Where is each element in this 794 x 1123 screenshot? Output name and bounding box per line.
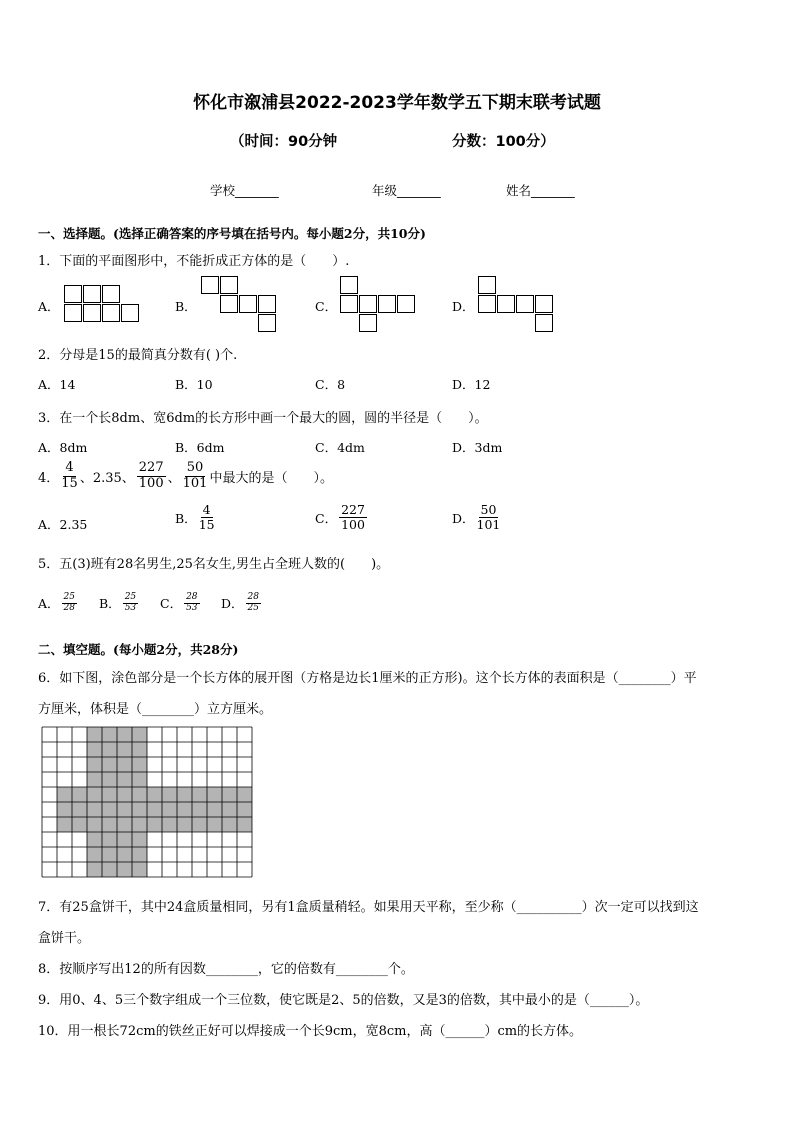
q4-number: 4． bbox=[38, 470, 60, 486]
shaded-cell bbox=[117, 727, 132, 742]
shaded-cell bbox=[117, 757, 132, 772]
shaded-cell bbox=[147, 787, 162, 802]
shaded-cell bbox=[87, 772, 102, 787]
q3-option-d: D．3dm bbox=[452, 440, 503, 455]
shaded-cell bbox=[132, 817, 147, 832]
shaded-cell bbox=[162, 817, 177, 832]
shaded-cell bbox=[87, 742, 102, 757]
q4-text bbox=[38, 461, 333, 492]
shaded-cell bbox=[177, 787, 192, 802]
shaded-cell bbox=[222, 817, 237, 832]
page-title: 怀化市溆浦县2022-2023学年数学五下期末联考试题 bbox=[193, 93, 601, 113]
q4-separator-1: 、2.35、 bbox=[79, 470, 135, 486]
shaded-cell bbox=[117, 817, 132, 832]
q6-text-line1: 6．如下图，涂色部分是一个长方体的展开图（方格是边长1厘米的正方形)。这个长方体的表面积是（________）平 bbox=[38, 671, 697, 686]
name-field: 姓名_______ bbox=[506, 183, 575, 198]
q9-text: 9．用0、4、5三个数字组成一个三位数，使它既是2、5的倍数，又是3的倍数，其中最小的是（______）。 bbox=[38, 993, 649, 1008]
q5-text: 5．五(3)班有28名男生,25名女生,男生占全班人数的( )。 bbox=[38, 557, 390, 572]
shaded-cell bbox=[222, 802, 237, 817]
shaded-cell bbox=[237, 802, 252, 817]
shaded-cell bbox=[132, 862, 147, 877]
shaded-cell bbox=[102, 802, 117, 817]
shaded-cell bbox=[132, 757, 147, 772]
shaded-cell bbox=[162, 802, 177, 817]
shaded-cell bbox=[237, 787, 252, 802]
shaded-cell bbox=[177, 802, 192, 817]
shaded-cell bbox=[117, 862, 132, 877]
shaded-cell bbox=[102, 847, 117, 862]
shaded-cell bbox=[57, 817, 72, 832]
q10-text: 10．用一根长72cm的铁丝正好可以焊接成一个长9cm，宽8cm，高（______）cm的长方体。 bbox=[38, 1024, 583, 1039]
shaded-cell bbox=[72, 802, 87, 817]
shaded-cell bbox=[237, 817, 252, 832]
q8-text: 8．按顺序写出12的所有因数________，它的倍数有________个。 bbox=[38, 962, 414, 977]
q6-text-line2: 方厘米，体积是（________）立方厘米。 bbox=[38, 702, 273, 717]
q2-option-d: D．12 bbox=[452, 377, 491, 392]
shaded-cell bbox=[162, 787, 177, 802]
shaded-cell bbox=[72, 787, 87, 802]
shaded-cell bbox=[87, 802, 102, 817]
q6-grid-figure bbox=[41, 726, 253, 878]
q4-option-b: B． $\frac{4}{15}$ bbox=[175, 502, 215, 533]
shaded-cell bbox=[132, 742, 147, 757]
shaded-cell bbox=[207, 787, 222, 802]
shaded-cell bbox=[132, 832, 147, 847]
shaded-cell bbox=[132, 847, 147, 862]
q5-option-a: A． $\frac{25}{28}$ bbox=[38, 592, 75, 613]
q3-option-a: A．8dm bbox=[38, 440, 88, 455]
q5-option-c: C． $\frac{28}{53}$ bbox=[160, 592, 198, 613]
shaded-cell bbox=[117, 802, 132, 817]
shaded-cell bbox=[72, 817, 87, 832]
shaded-cell bbox=[117, 832, 132, 847]
shaded-cell bbox=[102, 727, 117, 742]
shaded-cell bbox=[117, 772, 132, 787]
shaded-cell bbox=[102, 742, 117, 757]
q2-option-b: B．10 bbox=[175, 377, 213, 392]
q7-text-line2: 盒饼干。 bbox=[38, 931, 91, 946]
q4-option-c: C． $\frac{227}{100}$ bbox=[315, 502, 365, 533]
shaded-cell bbox=[132, 802, 147, 817]
q2-option-a: A．14 bbox=[38, 377, 76, 392]
shaded-cell bbox=[87, 847, 102, 862]
q3-option-c: C．4dm bbox=[315, 440, 365, 455]
shaded-cell bbox=[102, 862, 117, 877]
shaded-cell bbox=[147, 802, 162, 817]
q1-option-c: C． bbox=[315, 299, 338, 314]
shaded-cell bbox=[57, 787, 72, 802]
shaded-cell bbox=[87, 727, 102, 742]
q2-option-c: C．8 bbox=[315, 377, 346, 392]
exam-time: （时间：90分钟 bbox=[230, 134, 338, 150]
shaded-cell bbox=[207, 802, 222, 817]
shaded-cell bbox=[87, 817, 102, 832]
shaded-cell bbox=[132, 772, 147, 787]
q4-fraction-3: $\frac{50}{101}$ bbox=[182, 460, 208, 491]
shaded-cell bbox=[117, 787, 132, 802]
shaded-cell bbox=[132, 727, 147, 742]
q2-text: 2．分母是15的最简真分数有( )个. bbox=[38, 348, 238, 363]
q5-option-b: B． $\frac{25}{53}$ bbox=[99, 592, 137, 613]
shaded-cell bbox=[222, 787, 237, 802]
q4-tail: 中最大的是（ ）。 bbox=[209, 470, 333, 486]
q1-option-a: A． bbox=[38, 299, 60, 314]
q4-separator-2: 、 bbox=[167, 470, 181, 486]
school-field: 学校_______ bbox=[210, 183, 279, 198]
q1-text: 1．下面的平面图形中，不能折成正方体的是（ ）. bbox=[38, 254, 350, 269]
q1-option-b: B． bbox=[175, 299, 197, 314]
q5-option-d: D． $\frac{28}{25}$ bbox=[221, 592, 259, 613]
section2-heading: 二、填空题。(每小题2分，共28分) bbox=[38, 642, 239, 657]
shaded-cell bbox=[192, 817, 207, 832]
grade-field: 年级_______ bbox=[372, 183, 441, 198]
shaded-cell bbox=[192, 802, 207, 817]
shaded-cell bbox=[177, 817, 192, 832]
exam-score: 分数：100分） bbox=[452, 134, 555, 150]
section1-heading: 一、选择题。(选择正确答案的序号填在括号内。每小题2分，共10分) bbox=[38, 226, 426, 241]
shaded-cell bbox=[102, 817, 117, 832]
shaded-cell bbox=[147, 817, 162, 832]
shaded-cell bbox=[87, 862, 102, 877]
q1-option-d: D． bbox=[452, 299, 475, 314]
shaded-cell bbox=[87, 757, 102, 772]
q7-text-line1: 7．有25盒饼干，其中24盒质量相同，另有1盒质量稍轻。如果用天平称，至少称（__________）次一定可以找到这 bbox=[38, 900, 699, 915]
q4-fraction-1: $\frac{4}{15}$ bbox=[61, 460, 78, 491]
shaded-cell bbox=[57, 802, 72, 817]
shaded-cell bbox=[117, 742, 132, 757]
shaded-cell bbox=[102, 787, 117, 802]
q3-option-b: B．6dm bbox=[175, 440, 225, 455]
shaded-cell bbox=[87, 832, 102, 847]
q4-option-a: A．2.35 bbox=[38, 517, 88, 532]
shaded-cell bbox=[132, 787, 147, 802]
shaded-cell bbox=[192, 787, 207, 802]
shaded-cell bbox=[117, 847, 132, 862]
q3-text: 3．在一个长8dm、宽6dm的长方形中画一个最大的圆，圆的半径是（ ）。 bbox=[38, 411, 488, 426]
shaded-cell bbox=[102, 757, 117, 772]
q4-fraction-2: $\frac{227}{100}$ bbox=[138, 460, 164, 491]
shaded-cell bbox=[102, 772, 117, 787]
shaded-cell bbox=[102, 832, 117, 847]
shaded-cell bbox=[87, 787, 102, 802]
q4-option-d: D． $\frac{50}{101}$ bbox=[452, 502, 501, 533]
shaded-cell bbox=[207, 817, 222, 832]
